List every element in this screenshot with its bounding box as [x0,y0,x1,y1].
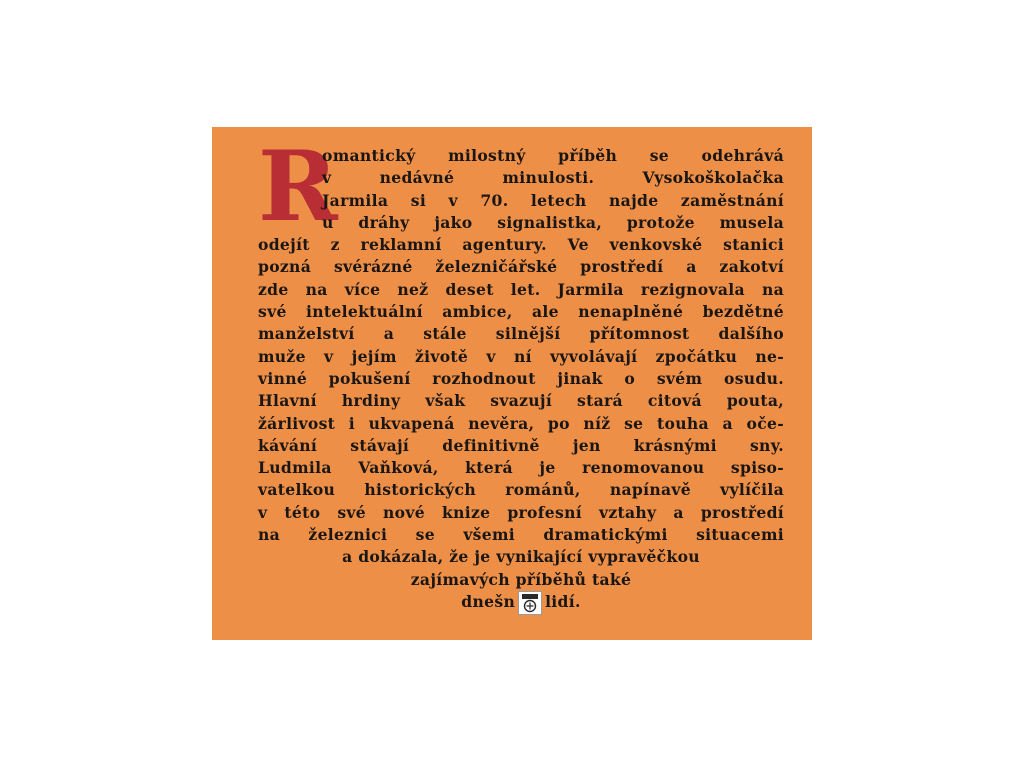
blurb-line: u dráhy jako signalistka, protože musela [322,212,784,232]
blurb-last-line [258,591,784,613]
blurb-line: žárlivost i ukvapená nevěra, po níž se touha a oče- [258,413,784,433]
blurb-line: své intelektuální ambice, ale nenaplněné bezdětné [258,302,784,322]
blurb-line: zde na více než deset let. Jarmila rezignovala na [258,279,784,299]
blurb-line: a dokázala, že je vynikající vypravěčkou [342,547,700,567]
blurb-line: v nedávné minulosti. Vysokoškolačka [322,168,784,188]
blurb-line: kávání stávají definitivně jen krásnými sny. [258,435,784,455]
blurb-line: muže v jejím životě v ní vyvolávají zpočátku ne- [258,346,784,366]
publisher-logo-icon [518,591,542,615]
drop-cap: R [258,130,338,243]
blurb-line: manželství a stále silnější přítomnost dalšího [258,324,784,344]
last-line-start: dnešn [461,591,516,611]
last-line-end: lidí. [545,591,581,611]
blurb-line: vatelkou historických románů, napínavě vylíčila [258,480,784,500]
blurb-line: zajímavých příběhů také [410,569,632,589]
blurb-line: omantický milostný příběh se odehrává [322,146,784,165]
blurb-line: pozná svérázné železničářské prostředí a zakotví [258,257,784,277]
blurb-line: Jarmila si v 70. letech najde zaměstnání [322,190,784,210]
blurb-line: Hlavní hrdiny však svazují stará citová pouta, [258,391,784,411]
blurb-line: vinné pokušení rozhodnout jinak o svém osudu. [258,368,784,388]
blurb-line: Ludmila Vaňková, která je renomovanou spiso- [258,458,784,478]
blurb-text [258,145,784,613]
blurb-line: v této své nové knize profesní vztahy a prostředí [258,502,784,522]
blurb-line: na železnici se všemi dramatickými situacemi [258,525,784,545]
blurb-line: odejít z reklamní agentury. Ve venkovské stanici [258,235,784,255]
book-back-cover [212,127,812,640]
